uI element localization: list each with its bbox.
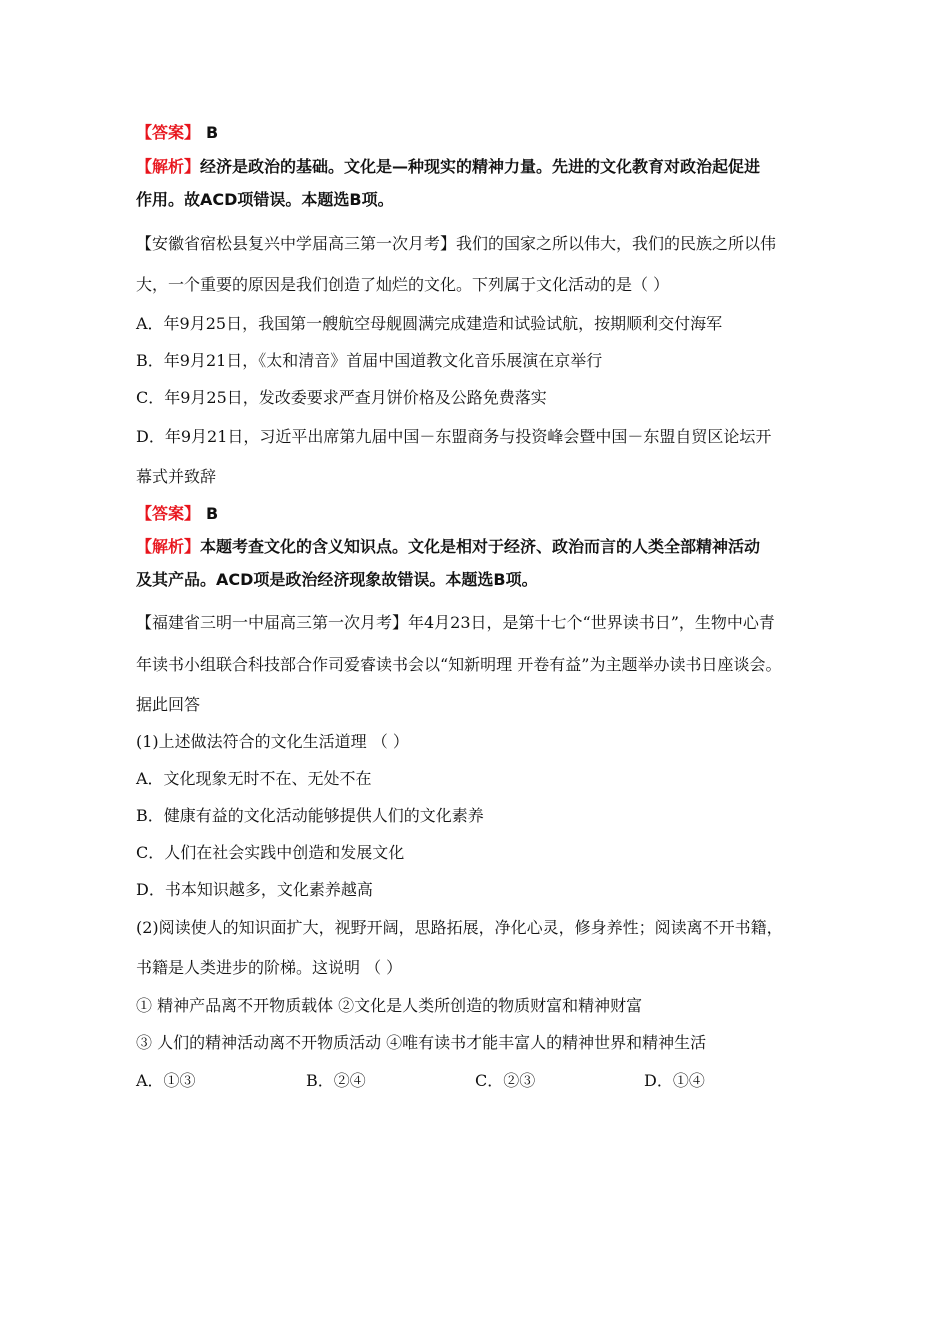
question-stem: 【安徽省宿松县复兴中学届高三第一次月考】我们的国家之所以伟大，我们的民族之所以伟 — [136, 234, 777, 253]
question-stem: 年读书小组联合科技部合作司爱睿读书会以“知新明理 开卷有益”为主题举办读书日座谈会。 — [136, 655, 782, 674]
analysis-line-2: 作用。故ACD项错误。本题选B项。 — [136, 190, 394, 209]
choice-d: D．①④ — [644, 1071, 705, 1090]
option-b: B．年9月21日，《太和清音》首届中国道教文化音乐展演在京举行 — [136, 351, 603, 370]
statements-line-2: ③ 人们的精神活动离不开物质活动 ④唯有读书才能丰富人的精神世界和精神生活 — [136, 1033, 707, 1052]
option-a: A．文化现象无时不在、无处不在 — [136, 769, 372, 788]
sub-question-1: (1)上述做法符合的文化生活道理 （ ） — [136, 732, 409, 751]
answer-value: B — [206, 504, 219, 523]
answer-line-1 — [136, 123, 218, 143]
statements-line-1: ① 精神产品离不开物质载体 ②文化是人类所创造的物质财富和精神财富 — [136, 996, 643, 1015]
answer-label: 【答案】 — [136, 504, 201, 523]
choice-c: C．②③ — [475, 1071, 536, 1090]
analysis-label: 【解析】 — [136, 537, 201, 556]
option-d: D．书本知识越多，文化素养越高 — [136, 880, 373, 899]
question-stem: 据此回答 — [136, 695, 201, 714]
answer-label: 【答案】 — [136, 123, 201, 142]
question-stem: 大，一个重要的原因是我们创造了灿烂的文化。下列属于文化活动的是（ ） — [136, 275, 670, 294]
option-a: A．年9月25日，我国第一艘航空母舰圆满完成建造和试验试航，按期顺利交付海军 — [136, 314, 723, 333]
analysis-text: 本题考查文化的含义知识点。文化是相对于经济、政治而言的人类全部精神活动 — [200, 537, 761, 556]
question-stem: 【福建省三明一中届高三第一次月考】年4月23日，是第十七个“世界读书日”，生物中心青 — [136, 613, 775, 632]
analysis-line-2: 及其产品。ACD项是政治经济现象故错误。本题选B项。 — [136, 570, 538, 589]
analysis-label: 【解析】 — [136, 157, 201, 176]
choice-b: B．②④ — [306, 1071, 366, 1090]
option-d: D．年9月21日，习近平出席第九届中国－东盟商务与投资峰会暨中国－东盟自贸区论坛开 — [136, 427, 772, 446]
sub-question-2-cont: 书籍是人类进步的阶梯。这说明 （ ） — [136, 958, 403, 977]
choice-a: A．①③ — [136, 1071, 196, 1090]
sub-question-2: (2)阅读使人的知识面扩大，视野开阔，思路拓展，净化心灵，修身养性；阅读离不开书籍， — [136, 918, 783, 937]
analysis-line-1 — [136, 537, 760, 557]
answer-value: B — [206, 123, 219, 142]
answer-line-2 — [136, 504, 218, 524]
option-c: C．年9月25日，发改委要求严查月饼价格及公路免费落实 — [136, 388, 547, 407]
option-b: B．健康有益的文化活动能够提供人们的文化素养 — [136, 806, 484, 825]
analysis-text: 经济是政治的基础。文化是—种现实的精神力量。先进的文化教育对政治起促进 — [200, 157, 761, 176]
analysis-line-1 — [136, 157, 760, 177]
option-c: C．人们在社会实践中创造和发展文化 — [136, 843, 405, 862]
option-d-cont: 幕式并致辞 — [136, 467, 217, 486]
